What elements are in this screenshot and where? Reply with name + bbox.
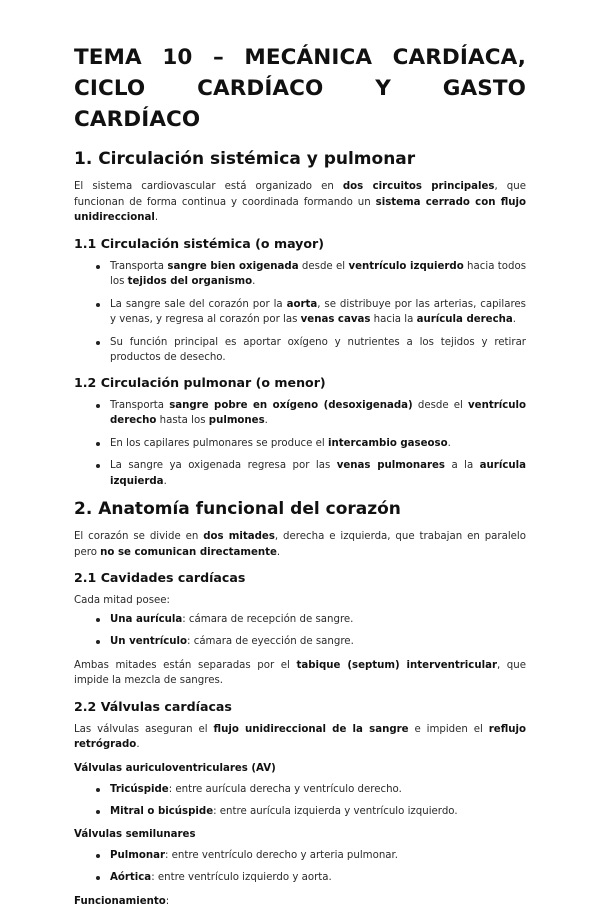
list-item: Un ventrículo: cámara de eyección de sangre. [96,634,526,650]
bullet-icon [96,464,100,468]
bullet-icon [96,788,100,792]
bullet-icon [96,265,100,269]
semilunar-valves-list [74,848,526,886]
section-1-1-heading: 1.1 Circulación sistémica (o mayor) [74,235,526,253]
section-1-2-list [74,398,526,490]
av-valves-list [74,782,526,820]
section-1-heading: 1. Circulación sistémica y pulmonar [74,147,526,171]
bullet-icon [96,442,100,446]
section-2-1-lead: Cada mitad posee: [74,593,526,609]
section-2-1-list [74,612,526,650]
list-item: Aórtica: entre ventrículo izquierdo y aorta. [96,870,526,886]
list-item: Pulmonar: entre ventrículo derecho y arteria pulmonar. [96,848,526,864]
section-1-intro: El sistema cardiovascular está organizado en dos circuitos principales, que funcionan de forma continua y coordinada formando un sistema cerrado con flujo unidireccional. [74,179,526,226]
bullet-icon [96,876,100,880]
list-item: Una aurícula: cámara de recepción de sangre. [96,612,526,628]
title-line-2: CICLO CARDÍACO Y GASTO CARDÍACO [74,73,526,135]
bullet-icon [96,303,100,307]
bullet-icon [96,640,100,644]
list-item: Transporta sangre pobre en oxígeno (desoxigenada) desde el ventrículo derecho hasta los pulmones. [96,398,526,429]
section-2-1-heading: 2.1 Cavidades cardíacas [74,569,526,587]
bullet-icon [96,341,100,345]
list-item: La sangre sale del corazón por la aorta, se distribuye por las arterias, capilares y venas, y regresa al corazón por las venas cavas hacia la aurícula derecha. [96,297,526,328]
title-line-1: TEMA 10 – MECÁNICA CARDÍACA, [74,42,526,73]
av-valves-heading: Válvulas auriculoventriculares (AV) [74,762,526,776]
bullet-icon [96,404,100,408]
list-item: Tricúspide: entre aurícula derecha y ventrículo derecho. [96,782,526,798]
section-2-2-heading: 2.2 Válvulas cardíacas [74,698,526,716]
section-2-2-intro: Las válvulas aseguran el flujo unidireccional de la sangre e impiden el reflujo retrógrado. [74,722,526,753]
bullet-icon [96,854,100,858]
list-item: La sangre ya oxigenada regresa por las venas pulmonares a la aurícula izquierda. [96,458,526,489]
list-item: Transporta sangre bien oxigenada desde el ventrículo izquierdo hacia todos los tejidos del organismo. [96,259,526,290]
list-item: En los capilares pulmonares se produce el intercambio gaseoso. [96,436,526,452]
bullet-icon [96,618,100,622]
section-2-intro: El corazón se divide en dos mitades, derecha e izquierda, que trabajan en paralelo pero no se comunican directamente. [74,529,526,560]
section-1-1-list [74,259,526,366]
list-item: Mitral o bicúspide: entre aurícula izquierda y ventrículo izquierdo. [96,804,526,820]
bullet-icon [96,810,100,814]
list-item: Su función principal es aportar oxígeno y nutrientes a los tejidos y retirar productos de desecho. [96,335,526,366]
section-2-heading: 2. Anatomía funcional del corazón [74,497,526,521]
document-title [74,42,526,135]
section-1-2-heading: 1.2 Circulación pulmonar (o menor) [74,374,526,392]
semilunar-valves-heading: Válvulas semilunares [74,828,526,842]
function-heading: Funcionamiento: [74,894,526,909]
section-2-1-after: Ambas mitades están separadas por el tabique (septum) interventricular, que impide la mezcla de sangres. [74,658,526,689]
